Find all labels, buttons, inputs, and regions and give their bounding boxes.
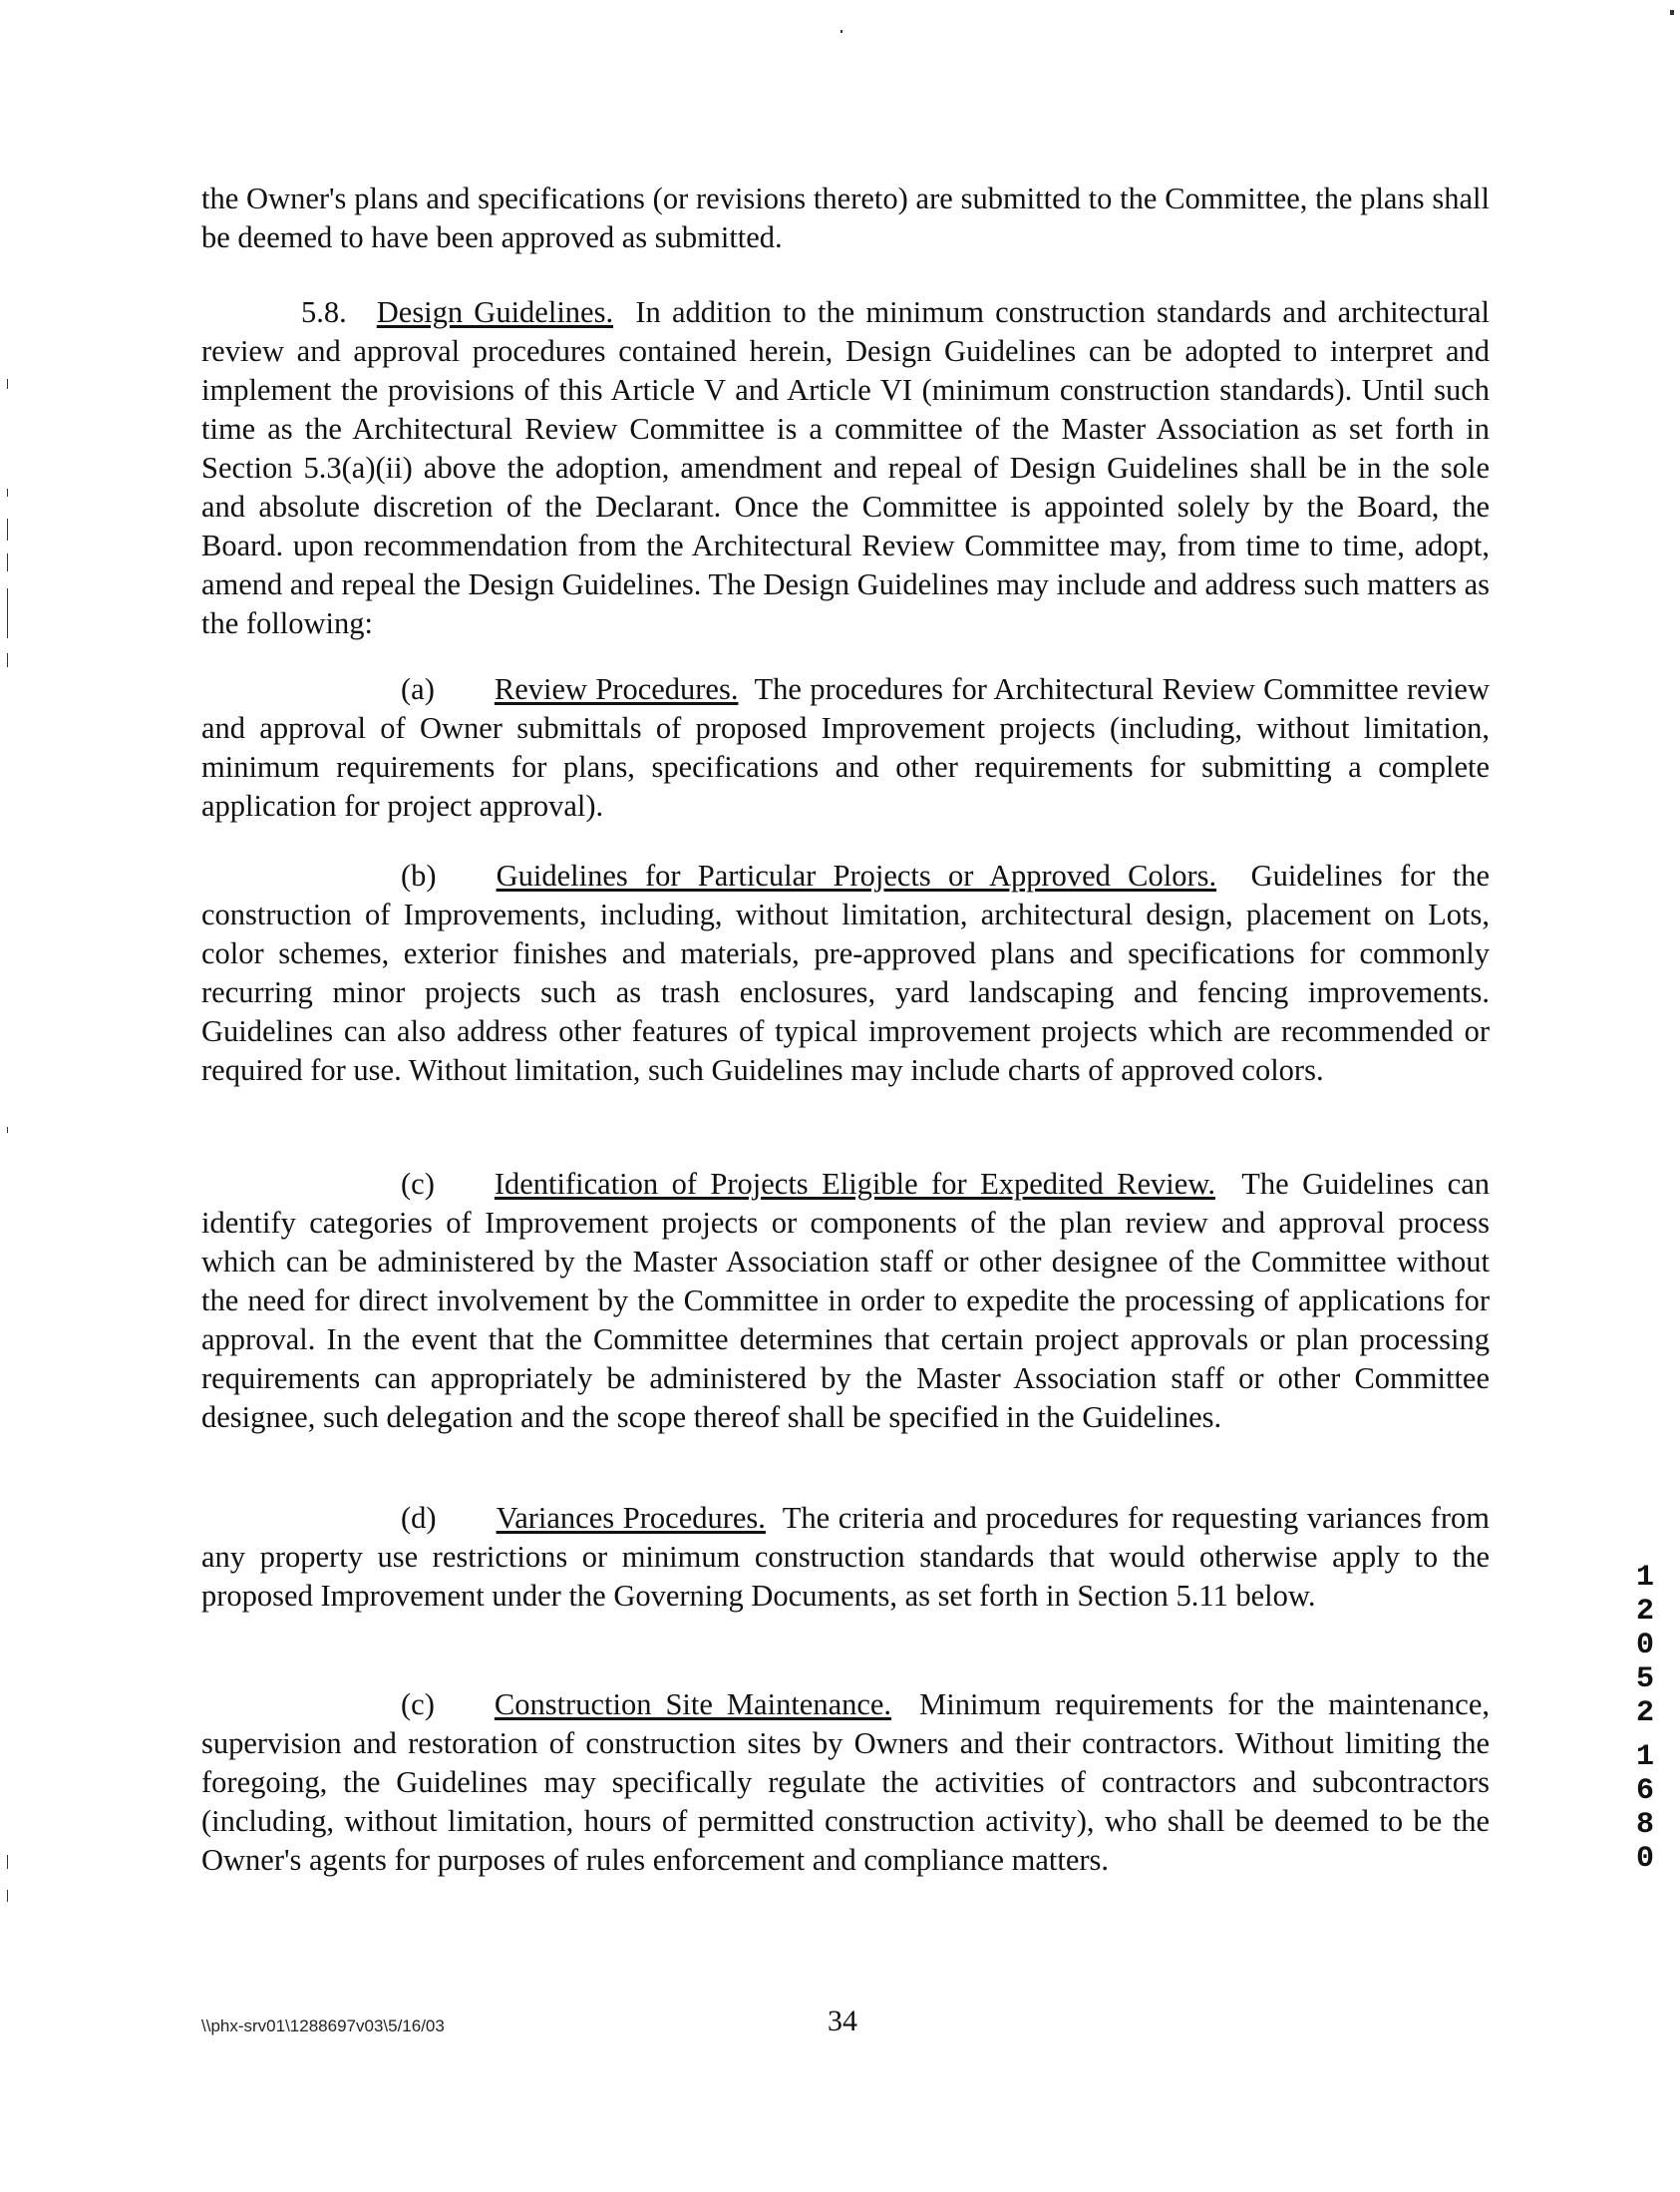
subsection-d-paragraph	[201, 1499, 1490, 1616]
subsection-text: Guidelines for the construction of Improvements, including, without limitation, architectural design, placement on Lots, color schemes, exterior finishes and materials, pre-approved plans and specifications for commonly recurring minor projects such as trash enclosures, yard landscaping and fencing improvements. Guidelines can also address other features of typical improvement projects which are recommended or required for use. Without limitation, such Guidelines may include charts of approved colors.	[201, 859, 1490, 1087]
subsection-b-paragraph	[201, 857, 1490, 1090]
subsection-label: (d)	[401, 1501, 437, 1535]
subsection-c-paragraph	[201, 1165, 1490, 1437]
stamp-digit: 0	[1635, 1842, 1654, 1876]
section-number: 5.8.	[301, 295, 347, 329]
scan-mark	[1670, 10, 1674, 15]
scan-mark	[7, 489, 8, 497]
subsection-text: The Guidelines can identify categories of Improvement projects or components of the plan review and approval process which can be administered by the Master Association staff or other designee of the Committee without the need for direct involvement by the Committee in order to expedite the processing of applications for approval. In the event that the Committee determines that certain project approvals or plan processing requirements can appropriately be administered by the Master Association staff or other Committee designee, such delegation and the scope thereof shall be specified in the Guidelines.	[201, 1167, 1490, 1434]
intro-paragraph	[201, 180, 1490, 257]
subsection-title: Guidelines for Particular Projects or Approved Colors.	[496, 859, 1217, 893]
scan-mark	[7, 1127, 8, 1133]
subsection-text: The procedures for Architectural Review Committee review and approval of Owner submittals of proposed Improvement projects (including, without limitation, minimum requirements for plans, specifications and other requirements for submitting a complete application for project approval).	[201, 672, 1490, 823]
stamp-digit: 2	[1635, 1696, 1654, 1730]
recording-stamp-group-1	[1630, 1561, 1660, 1730]
intro-text: the Owner's plans and specifications (or revisions thereto) are submitted to the Committee, the plans shall be deemed to have been approved as submitted.	[201, 182, 1490, 254]
stamp-digit: 5	[1635, 1662, 1654, 1696]
subsection-text: The criteria and procedures for requesting variances from any property use restrictions or minimum construction standards that would otherwise apply to the proposed Improvement under the Governing Documents, as set forth in Section 5.11 below.	[201, 1501, 1490, 1613]
stamp-digit: 2	[1635, 1595, 1654, 1629]
scan-mark	[7, 653, 8, 667]
stamp-digit: 8	[1635, 1808, 1654, 1842]
stamp-digit: 1	[1635, 1561, 1654, 1595]
subsection-title: Review Procedures.	[494, 672, 739, 706]
section-title: Design Guidelines.	[376, 295, 614, 329]
section-text: In addition to the minimum construction standards and architectural review and approval procedures contained herein, Design Guidelines can be adopted to interpret and implement the provisions of this Article V and Article VI (minimum construction standards). Until such time as the Architectural Review Committee is a committee of the Master Association as set forth in Section 5.3(a)(ii) above the adoption, amendment and repeal of Design Guidelines shall be in the sole and absolute discretion of the Declarant. Once the Committee is appointed solely by the Board, the Board. upon recommendation from the Architectural Review Committee may, from time to time, adopt, amend and repeal the Design Guidelines. The Design Guidelines may include and address such matters as the following:	[201, 295, 1490, 640]
subsection-e-paragraph	[201, 1685, 1490, 1880]
subsection-label: (b)	[401, 859, 437, 893]
stamp-digit: 1	[1635, 1740, 1654, 1774]
section-5-8-paragraph	[201, 293, 1490, 643]
subsection-label: (a)	[401, 672, 435, 706]
stamp-digit: 0	[1635, 1629, 1654, 1662]
subsection-title: Construction Site Maintenance.	[494, 1687, 892, 1721]
subsection-title: Identification of Projects Eligible for Expedited Review.	[494, 1167, 1215, 1201]
scan-mark	[7, 588, 8, 638]
stamp-digit: 6	[1635, 1774, 1654, 1808]
subsection-a-paragraph	[201, 670, 1490, 826]
subsection-text: Minimum requirements for the maintenance, supervision and restoration of construction sites by Owners and their contractors. Without limiting the foregoing, the Guidelines may specifically regulate the activities of contractors and subcontractors (including, without limitation, hours of permitted construction activity), who shall be deemed to be the Owner's agents for purposes of rules enforcement and compliance matters.	[201, 1687, 1490, 1877]
subsection-label: (c)	[401, 1687, 435, 1721]
page-number: 34	[828, 2005, 857, 2037]
footer-document-id: \\phx-srv01\1288697v03\5/16/03	[201, 2016, 445, 2035]
scan-mark	[840, 30, 842, 33]
subsection-title: Variances Procedures.	[496, 1501, 766, 1535]
recording-stamp-group-2	[1630, 1740, 1660, 1876]
scan-mark	[7, 1855, 8, 1869]
scan-mark	[7, 1890, 8, 1902]
scan-mark	[7, 519, 8, 541]
subsection-label: (c)	[401, 1167, 435, 1201]
scan-mark	[7, 379, 8, 389]
scan-mark	[7, 553, 8, 571]
